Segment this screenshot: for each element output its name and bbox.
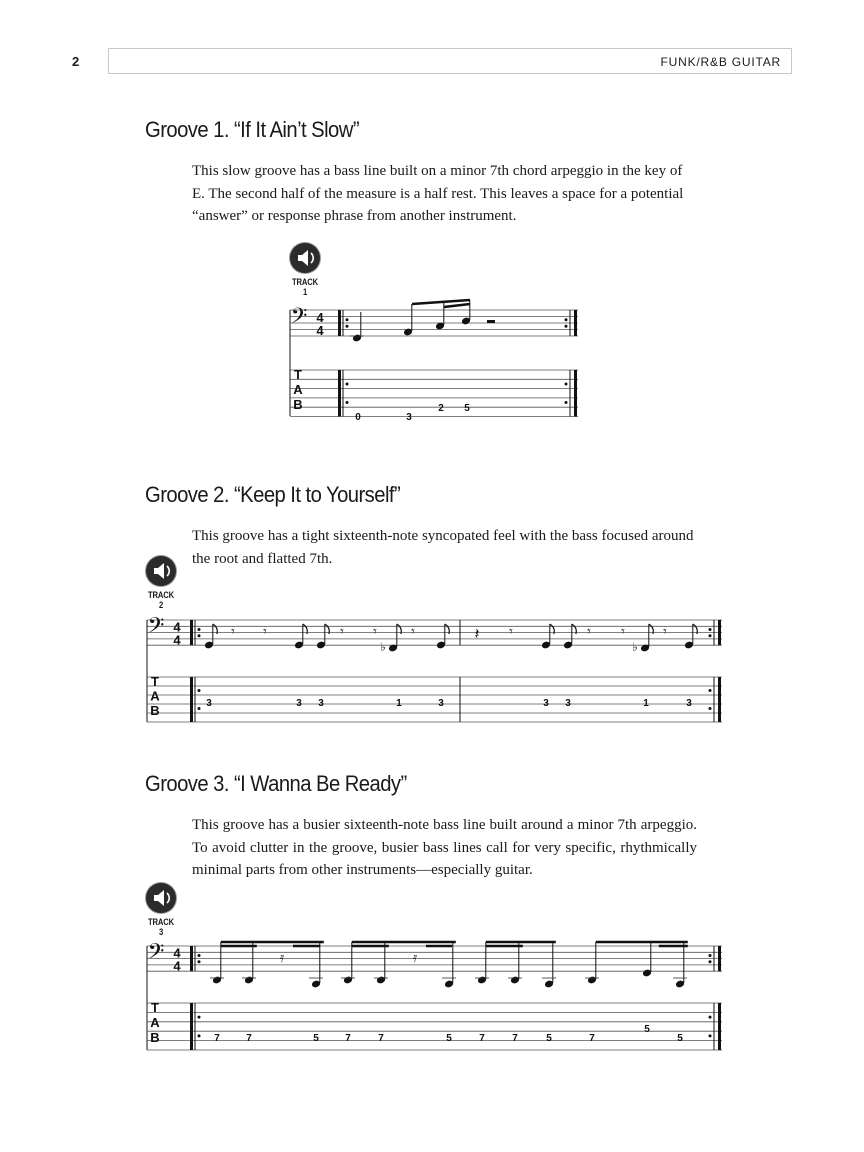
staff-repeat-thick [338,310,341,336]
staff-repeat-dot [198,954,201,957]
half-rest [487,320,495,323]
time-signature-top: 4 [316,310,324,326]
eighth-rest: 𝄾 [263,623,267,639]
bass-clef: 𝄢 [290,302,308,333]
tab-number: 0 [355,412,361,423]
eighth-rest: 𝄾 [231,623,235,639]
track-1-label: TRACK 1 [292,277,318,297]
tab-number: 5 [644,1024,650,1035]
eighth-rest: 𝄾 [373,623,377,639]
tab-repeat-thick [190,677,193,722]
tab-number: 5 [546,1033,552,1044]
tab-letter: T [294,367,302,382]
tab-number: 7 [214,1033,220,1044]
groove-3-title: Groove 3. “I Wanna Be Ready” [145,771,407,796]
eighth-rest: 𝄾 [663,623,667,639]
tab-number: 3 [543,698,549,709]
track-1-audio[interactable] [287,243,323,297]
bass-clef: 𝄢 [147,938,165,969]
tab-repeat-dot [565,401,568,404]
eighth-rest: 𝄾 [411,623,415,639]
staff-repeat-thick [190,620,193,645]
tab-repeat-dot [565,382,568,385]
tab-number: 3 [206,698,212,709]
staff-repeat-dot [709,634,712,637]
speaker-icon[interactable] [146,883,176,913]
speaker-icon[interactable] [290,243,320,273]
bass-clef: 𝄢 [147,612,165,643]
eighth-rest: 𝄾 [621,623,625,639]
groove-2-text: This groove has a tight sixteenth-note syncopated feel with the bass focused around the root and flatted 7th. [192,528,694,567]
tab-letter: T [151,674,159,689]
tab-number: 3 [406,412,412,423]
tab-repeat-dot [198,689,201,692]
sixteenth-rest: 𝄿 [412,949,418,965]
staff-repeat-dot [709,954,712,957]
tab-letter: A [293,381,303,397]
tab-number: 7 [345,1033,351,1044]
tab-number: 3 [318,698,324,709]
groove-3-text: This groove has a busier sixteenth-note bass line built around a minor 7th arpeggio. To avoid clutter in the groove, busier bass lines call for very specific, rhythmically minimal parts from other instruments—especially guitar. [192,817,697,878]
tab-repeat-dot [709,1034,712,1037]
tab-number: 1 [396,698,402,709]
tab-repeat-dot [198,1016,201,1019]
groove-3-notation [145,938,725,1056]
tab-number: 7 [512,1033,518,1044]
tab-number: 7 [589,1033,595,1044]
running-header [108,48,792,74]
tab-letter: B [150,1030,160,1046]
tab-letter: B [293,396,303,412]
tab-letter: A [150,688,160,704]
tab-letter: B [150,702,160,718]
tab-number: 5 [446,1033,452,1044]
tab-number: 1 [643,698,649,709]
groove-1-title: Groove 1. “If It Ain’t Slow” [145,117,360,142]
staff-repeat-dot [198,634,201,637]
eighth-rest: 𝄾 [340,623,344,639]
staff-repeat-dot [346,318,349,321]
speaker-icon[interactable] [146,556,176,586]
tab-repeat-dot [709,1016,712,1019]
tab-letter: T [151,1000,159,1015]
tab-repeat-dot [346,401,349,404]
tab-repeat-dot [198,1034,201,1037]
tab-repeat-dot [346,382,349,385]
staff-repeat-dot [709,960,712,963]
page-number: 2 [72,54,80,69]
staff-repeat-dot [198,960,201,963]
tab-number: 7 [479,1033,485,1044]
tab-number: 5 [464,403,470,414]
staff-repeat-thick [190,946,193,971]
staff-repeat-dot [198,628,201,631]
running-title: FUNK/R&B GUITAR [660,55,781,69]
tab-number: 7 [378,1033,384,1044]
staff-repeat-thick [574,310,577,336]
tab-repeat-thick [338,370,341,417]
track-2-label: TRACK 2 [148,590,174,610]
staff-repeat-thick [718,946,721,971]
sixteenth-rest: 𝄿 [279,949,285,965]
tab-repeat-dot [198,707,201,710]
tab-repeat-dot [709,707,712,710]
tab-number: 3 [438,698,444,709]
quarter-rest: 𝄽 [474,626,480,643]
staff-repeat-dot [565,318,568,321]
tab-letter: A [150,1015,160,1031]
groove-1-text: This slow groove has a bass line built on a minor 7th chord arpeggio in the key of E. The second half of the measure is a half rest. This leaves a space for a potential “answer” or response phrase from another instrument. [192,163,684,224]
staff-repeat-dot [346,325,349,328]
tab-number: 2 [438,403,444,414]
tab-repeat-thick [190,1003,193,1050]
flat-sign: ♭ [380,640,386,654]
beam [444,304,470,307]
staff-repeat-dot [709,628,712,631]
time-signature-top: 4 [173,619,181,635]
tab-repeat-dot [709,689,712,692]
tab-number: 3 [686,698,692,709]
time-signature-top: 4 [173,945,181,961]
groove-1-notation [288,300,580,425]
time-signature-bottom: 4 [173,632,181,648]
tab-repeat-thick [718,677,721,722]
beam [412,300,470,304]
time-signature-bottom: 4 [173,958,181,974]
eighth-rest: 𝄾 [587,623,591,639]
flat-sign: ♭ [632,640,638,654]
track-3-label: TRACK 3 [148,917,174,937]
time-signature-bottom: 4 [316,323,324,339]
tab-repeat-thick [574,370,577,417]
tab-number: 3 [296,698,302,709]
eighth-rest: 𝄾 [509,623,513,639]
groove-2-title: Groove 2. “Keep It to Yourself” [145,482,401,507]
track-3-audio[interactable] [143,883,179,937]
tab-number: 3 [565,698,571,709]
tab-repeat-thick [718,1003,721,1050]
tab-number: 5 [313,1033,319,1044]
tab-number: 7 [246,1033,252,1044]
staff-repeat-dot [565,325,568,328]
staff-repeat-thick [718,620,721,645]
tab-number: 5 [677,1033,683,1044]
groove-2-notation [145,612,725,732]
track-2-audio[interactable] [143,556,179,610]
